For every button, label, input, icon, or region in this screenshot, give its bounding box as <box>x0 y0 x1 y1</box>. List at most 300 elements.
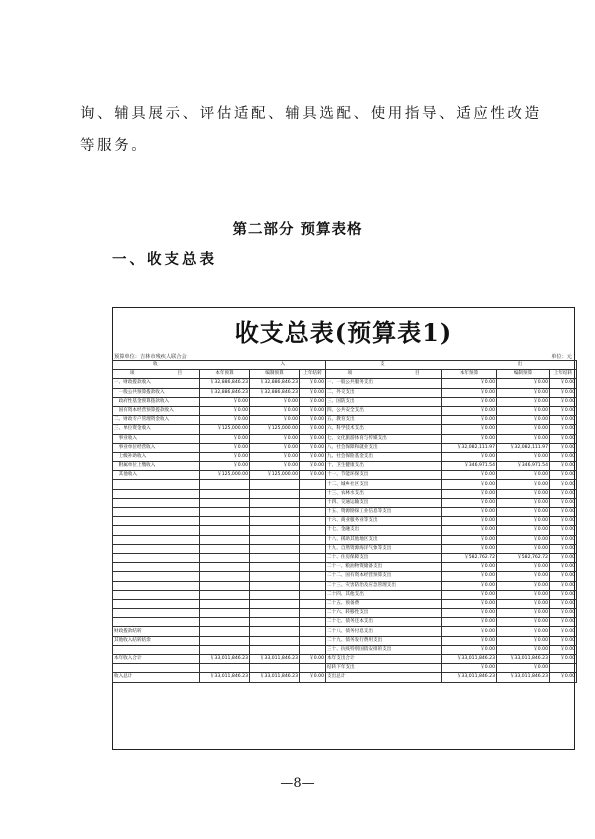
income-carry-cell <box>300 590 326 599</box>
item-header-char-1: 项 <box>129 371 135 377</box>
income-budget-cell <box>200 563 250 572</box>
expense-item-cell: 一、一般公共服务支出 <box>326 379 442 388</box>
expense-item-cell: 三十、抗疫特别国债安排的支出 <box>326 645 442 654</box>
expense-budget-cell: ￥0.00 <box>442 590 497 599</box>
budget-table-container <box>112 307 575 750</box>
income-plan-cell <box>250 590 300 599</box>
expense-budget-cell: ￥346,971.54 <box>442 462 497 471</box>
expense-carry-cell: ￥0.00 <box>550 480 577 489</box>
income-plan-cell: ￥0.00 <box>250 462 300 471</box>
expense-budget-cell: ￥0.00 <box>442 636 497 645</box>
income-carry-cell <box>300 526 326 535</box>
table-row <box>113 416 577 425</box>
income-item-cell: 一、财政拨款收入 <box>113 379 200 388</box>
expense-budget-cell: ￥0.00 <box>442 535 497 544</box>
table-row <box>113 572 577 581</box>
expense-carry-cell: ￥0.00 <box>550 406 577 415</box>
table-group-header-row <box>113 361 577 370</box>
income-item-cell <box>113 645 200 654</box>
expense-carry-cell: ￥0.00 <box>550 489 577 498</box>
income-budget-cell <box>200 508 250 517</box>
income-carry-cell: ￥0.00 <box>300 397 326 406</box>
income-plan-cell: ￥0.00 <box>250 452 300 461</box>
expense-budget-cell: ￥33,011,846.23 <box>442 655 497 664</box>
expense-plan-cell: ￥0.00 <box>497 425 550 434</box>
expense-item-cell: 二十二、国有资本经营预算支出 <box>326 572 442 581</box>
income-plan-cell <box>250 535 300 544</box>
income-carry-cell <box>300 517 326 526</box>
income-carry-cell <box>300 609 326 618</box>
income-carry-cell: ￥0.00 <box>300 379 326 388</box>
expense-item-cell: 十九、自然资源海洋气象等支出 <box>326 544 442 553</box>
income-budget-cell <box>200 517 250 526</box>
income-plan-cell <box>250 636 300 645</box>
income-budget-cell <box>200 572 250 581</box>
expense-carry-cell: ￥0.00 <box>550 526 577 535</box>
expense-carry-cell: ￥0.00 <box>550 636 577 645</box>
income-item-cell: 政府性基金预算拨款收入 <box>113 397 200 406</box>
income-plan-cell: ￥125,000.00 <box>250 471 300 480</box>
income-item-cell <box>113 599 200 608</box>
expense-item-cell: 十一、节能环保支出 <box>326 471 442 480</box>
expense-plan-cell: ￥0.00 <box>497 406 550 415</box>
income-carry-header: 上年结转 <box>300 370 326 379</box>
expense-item-cell: 二十九、债务发行费用支出 <box>326 636 442 645</box>
expense-budget-cell: ￥0.00 <box>442 645 497 654</box>
expense-budget-cell: ￥0.00 <box>442 508 497 517</box>
income-item-cell: 其他收入结转结余 <box>113 636 200 645</box>
income-item-cell: 其他收入 <box>113 471 200 480</box>
income-carry-cell <box>300 498 326 507</box>
expense-plan-cell: ￥0.00 <box>497 471 550 480</box>
expense-plan-cell: ￥0.00 <box>497 590 550 599</box>
table-row <box>113 480 577 489</box>
expense-plan-cell: ￥0.00 <box>497 627 550 636</box>
income-item-cell <box>113 563 200 572</box>
income-item-cell: 一般公共预算拨款收入 <box>113 388 200 397</box>
expense-budget-cell: ￥0.00 <box>442 581 497 590</box>
income-plan-cell <box>250 618 300 627</box>
expense-plan-cell: ￥0.00 <box>497 563 550 572</box>
income-item-cell: 附属单位上缴收入 <box>113 462 200 471</box>
expense-budget-cell: ￥0.00 <box>442 618 497 627</box>
income-item-cell: 上级补助收入 <box>113 452 200 461</box>
income-carry-cell: ￥0.00 <box>300 471 326 480</box>
expense-item-cell: 结转下年支出 <box>326 664 442 673</box>
expense-plan-cell: ￥0.00 <box>497 664 550 673</box>
expense-item-cell: 十三、农林水支出 <box>326 489 442 498</box>
income-budget-cell: ￥0.00 <box>200 443 250 452</box>
expense-carry-cell: ￥0.00 <box>550 397 577 406</box>
expense-carry-cell: ￥0.00 <box>550 544 577 553</box>
expense-budget-cell: ￥0.00 <box>442 452 497 461</box>
expense-item-cell: 十六、商业服务业等支出 <box>326 517 442 526</box>
table-body <box>113 379 577 682</box>
income-item-cell <box>113 508 200 517</box>
table-row <box>113 406 577 415</box>
expense-plan-cell: ￥0.00 <box>497 526 550 535</box>
expense-item-cell: 十四、交通运输支出 <box>326 498 442 507</box>
income-item-cell <box>113 526 200 535</box>
expense-plan-cell: ￥0.00 <box>497 416 550 425</box>
income-plan-cell <box>250 508 300 517</box>
expense-budget-cell: ￥0.00 <box>442 425 497 434</box>
expense-budget-cell: ￥0.00 <box>442 406 497 415</box>
expense-item-cell: 五、教育支出 <box>326 416 442 425</box>
expense-item-cell: 二十四、其他支出 <box>326 590 442 599</box>
expense-plan-cell: ￥0.00 <box>497 379 550 388</box>
income-plan-cell <box>250 645 300 654</box>
income-plan-cell <box>250 609 300 618</box>
intro-text-line-2: 等服务。 <box>80 138 149 154</box>
income-budget-cell: ￥125,000.00 <box>200 425 250 434</box>
expense-item-cell: 二十五、预备费 <box>326 599 442 608</box>
income-budget-cell: ￥32,886,846.23 <box>200 379 250 388</box>
income-carry-cell: ￥0.00 <box>300 452 326 461</box>
page-number: —8— <box>280 776 315 791</box>
expense-plan-cell: ￥0.00 <box>497 388 550 397</box>
expense-budget-cell: ￥0.00 <box>442 627 497 636</box>
expense-plan-cell: ￥0.00 <box>497 498 550 507</box>
expense-budget-cell: ￥32,082,111.97 <box>442 443 497 452</box>
table-row <box>113 471 577 480</box>
intro-text-line-1: 询、辅具展示、评估适配、辅具选配、使用指导、适应性改造 <box>80 106 542 122</box>
expense-carry-cell: ￥0.00 <box>550 599 577 608</box>
expense-group-header <box>326 361 577 370</box>
item-header-char-2: 目 <box>415 371 420 377</box>
income-budget-cell <box>200 627 250 636</box>
expense-budget-cell: ￥0.00 <box>442 664 497 673</box>
income-item-cell <box>113 489 200 498</box>
expense-budget-cell: ￥582,762.72 <box>442 553 497 562</box>
income-plan-cell <box>250 480 300 489</box>
income-item-cell <box>113 581 200 590</box>
income-budget-cell: ￥33,011,846.23 <box>200 673 250 682</box>
table-row <box>113 599 577 608</box>
expense-budget-cell: ￥0.00 <box>442 397 497 406</box>
expense-carry-cell: ￥0.00 <box>550 572 577 581</box>
income-budget-cell <box>200 664 250 673</box>
expense-carry-cell: ￥0.00 <box>550 508 577 517</box>
income-item-cell: 二、财政专户管理资金收入 <box>113 416 200 425</box>
income-carry-cell <box>300 618 326 627</box>
income-plan-cell <box>250 544 300 553</box>
table-row <box>113 618 577 627</box>
expense-item-cell: 七、文化旅游体育与传媒支出 <box>326 434 442 443</box>
expense-carry-cell: ￥0.00 <box>550 645 577 654</box>
table-row <box>113 590 577 599</box>
expense-budget-cell: ￥0.00 <box>442 379 497 388</box>
income-plan-cell <box>250 489 300 498</box>
income-carry-cell: ￥0.00 <box>300 434 326 443</box>
income-budget-cell <box>200 599 250 608</box>
expense-carry-cell: ￥0.00 <box>550 535 577 544</box>
expense-budget-cell: ￥0.00 <box>442 388 497 397</box>
income-carry-cell <box>300 553 326 562</box>
expense-budget-cell: ￥0.00 <box>442 526 497 535</box>
expense-budget-header: 本年预算 <box>442 370 497 379</box>
expense-item-cell: 二十三、灾害防治及应急管理支出 <box>326 581 442 590</box>
income-budget-cell <box>200 498 250 507</box>
income-budget-cell <box>200 645 250 654</box>
expense-plan-cell: ￥0.00 <box>497 489 550 498</box>
expense-plan-cell: ￥0.00 <box>497 581 550 590</box>
expense-plan-cell: ￥0.00 <box>497 452 550 461</box>
table-row <box>113 655 577 664</box>
income-plan-cell <box>250 498 300 507</box>
income-carry-cell <box>300 535 326 544</box>
expense-item-cell: 二、外交支出 <box>326 388 442 397</box>
income-carry-cell <box>300 563 326 572</box>
expense-carry-cell: ￥0.00 <box>550 563 577 572</box>
income-item-cell <box>113 664 200 673</box>
income-plan-cell <box>250 664 300 673</box>
income-budget-cell: ￥33,011,846.23 <box>200 655 250 664</box>
expense-item-header <box>326 370 442 379</box>
table-row <box>113 535 577 544</box>
expense-carry-cell: ￥0.00 <box>550 590 577 599</box>
income-carry-cell <box>300 508 326 517</box>
table-row <box>113 517 577 526</box>
table-row <box>113 609 577 618</box>
expense-carry-cell: ￥0.00 <box>550 553 577 562</box>
expense-plan-cell: ￥33,011,846.23 <box>497 673 550 682</box>
income-plan-cell: ￥33,011,846.23 <box>250 673 300 682</box>
expense-item-cell: 六、科学技术支出 <box>326 425 442 434</box>
income-budget-cell <box>200 526 250 535</box>
expense-carry-cell: ￥0.00 <box>550 609 577 618</box>
income-budget-header: 本年预算 <box>200 370 250 379</box>
income-carry-cell <box>300 636 326 645</box>
table-row <box>113 544 577 553</box>
expense-plan-cell: ￥0.00 <box>497 535 550 544</box>
income-budget-cell <box>200 535 250 544</box>
expense-carry-cell <box>550 664 577 673</box>
table-row <box>113 462 577 471</box>
table-row <box>113 452 577 461</box>
expense-carry-cell: ￥0.00 <box>550 379 577 388</box>
expense-plan-cell: ￥346,971.54 <box>497 462 550 471</box>
expense-item-cell: 八、社会保障和就业支出 <box>326 443 442 452</box>
income-plan-cell <box>250 581 300 590</box>
expense-plan-cell: ￥0.00 <box>497 645 550 654</box>
expense-budget-cell: ￥0.00 <box>442 572 497 581</box>
income-plan-cell <box>250 553 300 562</box>
income-item-cell: 收入总计 <box>113 673 200 682</box>
table-row <box>113 664 577 673</box>
expense-plan-cell: ￥0.00 <box>497 544 550 553</box>
expense-plan-cell: ￥0.00 <box>497 508 550 517</box>
income-item-cell <box>113 535 200 544</box>
income-plan-cell <box>250 526 300 535</box>
table-row <box>113 553 577 562</box>
table-row <box>113 563 577 572</box>
expense-carry-header: 上年结转 <box>550 370 577 379</box>
income-plan-header: 编制预算 <box>250 370 300 379</box>
expense-budget-cell: ￥0.00 <box>442 489 497 498</box>
income-budget-cell: ￥0.00 <box>200 462 250 471</box>
income-group-header <box>113 361 326 370</box>
income-plan-cell: ￥0.00 <box>250 434 300 443</box>
expense-plan-cell: ￥32,082,111.97 <box>497 443 550 452</box>
expense-carry-cell: ￥0.00 <box>550 443 577 452</box>
income-carry-cell <box>300 599 326 608</box>
expense-item-cell: 二十七、债务还本支出 <box>326 618 442 627</box>
income-budget-cell <box>200 590 250 599</box>
income-plan-cell: ￥125,000.00 <box>250 425 300 434</box>
table-row <box>113 526 577 535</box>
income-carry-cell <box>300 664 326 673</box>
income-item-cell <box>113 498 200 507</box>
income-item-cell <box>113 480 200 489</box>
expense-item-cell: 十七、金融支出 <box>326 526 442 535</box>
expense-plan-cell: ￥0.00 <box>497 517 550 526</box>
expense-budget-cell: ￥0.00 <box>442 599 497 608</box>
expense-plan-cell: ￥33,011,846.23 <box>497 655 550 664</box>
expense-group-label-2: 出 <box>517 362 523 368</box>
table-row <box>113 508 577 517</box>
expense-budget-cell: ￥0.00 <box>442 563 497 572</box>
part-title: 第二部分 预算表格 <box>232 222 363 238</box>
income-budget-cell: ￥0.00 <box>200 406 250 415</box>
expense-carry-cell: ￥0.00 <box>550 471 577 480</box>
expense-budget-cell: ￥0.00 <box>442 517 497 526</box>
income-carry-cell: ￥0.00 <box>300 388 326 397</box>
expense-budget-cell: ￥0.00 <box>442 416 497 425</box>
expense-item-cell: 二十、住房保障支出 <box>326 553 442 562</box>
expense-budget-cell: ￥33,011,846.23 <box>442 673 497 682</box>
expense-item-cell: 十二、城乡社区支出 <box>326 480 442 489</box>
income-budget-cell <box>200 480 250 489</box>
income-item-cell: 三、单位资金收入 <box>113 425 200 434</box>
expense-carry-cell: ￥0.00 <box>550 618 577 627</box>
expense-budget-cell: ￥0.00 <box>442 480 497 489</box>
income-item-cell <box>113 572 200 581</box>
table-row <box>113 498 577 507</box>
income-budget-cell: ￥0.00 <box>200 397 250 406</box>
table-row <box>113 388 577 397</box>
income-carry-cell <box>300 627 326 636</box>
income-carry-cell <box>300 480 326 489</box>
income-carry-cell: ￥0.00 <box>300 406 326 415</box>
income-budget-cell: ￥0.00 <box>200 452 250 461</box>
table-row <box>113 425 577 434</box>
income-item-cell: 国有资本经营预算拨款收入 <box>113 406 200 415</box>
table-column-header-row <box>113 370 577 379</box>
expense-carry-cell: ￥0.00 <box>550 462 577 471</box>
income-expense-table <box>112 360 577 683</box>
table-row <box>113 443 577 452</box>
income-item-cell: 本年收入合计 <box>113 655 200 664</box>
expense-item-cell: 二十一、粮油物资储备支出 <box>326 563 442 572</box>
expense-carry-cell: ￥0.00 <box>550 627 577 636</box>
unit-label: 单位：元 <box>551 354 572 360</box>
income-budget-cell: ￥125,000.00 <box>200 471 250 480</box>
expense-item-cell: 二十六、转移性支出 <box>326 609 442 618</box>
expense-item-cell: 十、卫生健康支出 <box>326 462 442 471</box>
expense-budget-cell: ￥0.00 <box>442 471 497 480</box>
table-row <box>113 581 577 590</box>
expense-plan-cell: ￥0.00 <box>497 572 550 581</box>
expense-carry-cell: ￥0.00 <box>550 581 577 590</box>
income-carry-cell <box>300 581 326 590</box>
expense-carry-cell: ￥0.00 <box>550 517 577 526</box>
income-group-label-2: 入 <box>280 362 286 368</box>
income-plan-cell: ￥32,886,846.23 <box>250 379 300 388</box>
expense-budget-cell: ￥0.00 <box>442 544 497 553</box>
income-item-header <box>113 370 200 379</box>
table-row <box>113 636 577 645</box>
table-row <box>113 434 577 443</box>
item-header-char-1: 项 <box>347 371 353 377</box>
expense-plan-cell: ￥0.00 <box>497 618 550 627</box>
expense-item-cell: 十五、资源勘探工业信息等支出 <box>326 508 442 517</box>
income-plan-cell: ￥32,886,846.23 <box>250 388 300 397</box>
expense-budget-cell: ￥0.00 <box>442 498 497 507</box>
expense-carry-cell: ￥0.00 <box>550 425 577 434</box>
income-carry-cell: ￥0.00 <box>300 416 326 425</box>
expense-plan-cell: ￥0.00 <box>497 397 550 406</box>
income-item-cell <box>113 544 200 553</box>
income-plan-cell: ￥0.00 <box>250 397 300 406</box>
expense-item-cell: 二十八、债务付息支出 <box>326 627 442 636</box>
expense-item-cell: 九、社会保险基金支出 <box>326 452 442 461</box>
income-item-cell: 财政拨款结转 <box>113 627 200 636</box>
expense-item-cell: 三、国防支出 <box>326 397 442 406</box>
budget-unit: 预算单位：吉林市残疾人联合会 <box>114 354 187 360</box>
income-plan-cell <box>250 572 300 581</box>
income-budget-cell <box>200 609 250 618</box>
expense-item-cell: 十八、援助其他地区支出 <box>326 535 442 544</box>
income-carry-cell: ￥0.00 <box>300 655 326 664</box>
income-group-label: 收 <box>152 362 158 368</box>
income-budget-cell: ￥32,886,846.23 <box>200 388 250 397</box>
income-plan-cell: ￥33,011,846.23 <box>250 655 300 664</box>
income-carry-cell: ￥0.00 <box>300 443 326 452</box>
income-plan-cell <box>250 517 300 526</box>
table-title: 收支总表(预算表1) <box>234 318 453 347</box>
expense-budget-cell: ￥0.00 <box>442 434 497 443</box>
income-plan-cell <box>250 627 300 636</box>
table-row <box>113 379 577 388</box>
expense-plan-header: 编制预算 <box>497 370 550 379</box>
expense-carry-cell: ￥0.00 <box>550 498 577 507</box>
income-plan-cell: ￥0.00 <box>250 443 300 452</box>
expense-budget-cell: ￥0.00 <box>442 609 497 618</box>
expense-carry-cell: ￥0.00 <box>550 452 577 461</box>
table-row <box>113 397 577 406</box>
income-item-cell <box>113 609 200 618</box>
expense-item-cell: 支出总计 <box>326 673 442 682</box>
income-budget-cell: ￥0.00 <box>200 416 250 425</box>
expense-carry-cell: ￥0.00 <box>550 655 577 664</box>
expense-carry-cell: ￥0.00 <box>550 434 577 443</box>
expense-plan-cell: ￥0.00 <box>497 480 550 489</box>
income-plan-cell <box>250 563 300 572</box>
income-budget-cell <box>200 553 250 562</box>
income-budget-cell <box>200 544 250 553</box>
income-carry-cell <box>300 489 326 498</box>
income-budget-cell <box>200 636 250 645</box>
table-row <box>113 627 577 636</box>
table-row <box>113 489 577 498</box>
income-carry-cell <box>300 645 326 654</box>
income-item-cell: 事业收入 <box>113 434 200 443</box>
income-item-cell <box>113 517 200 526</box>
income-item-cell: 事业单位经营收入 <box>113 443 200 452</box>
table-row <box>113 645 577 654</box>
income-plan-cell: ￥0.00 <box>250 416 300 425</box>
